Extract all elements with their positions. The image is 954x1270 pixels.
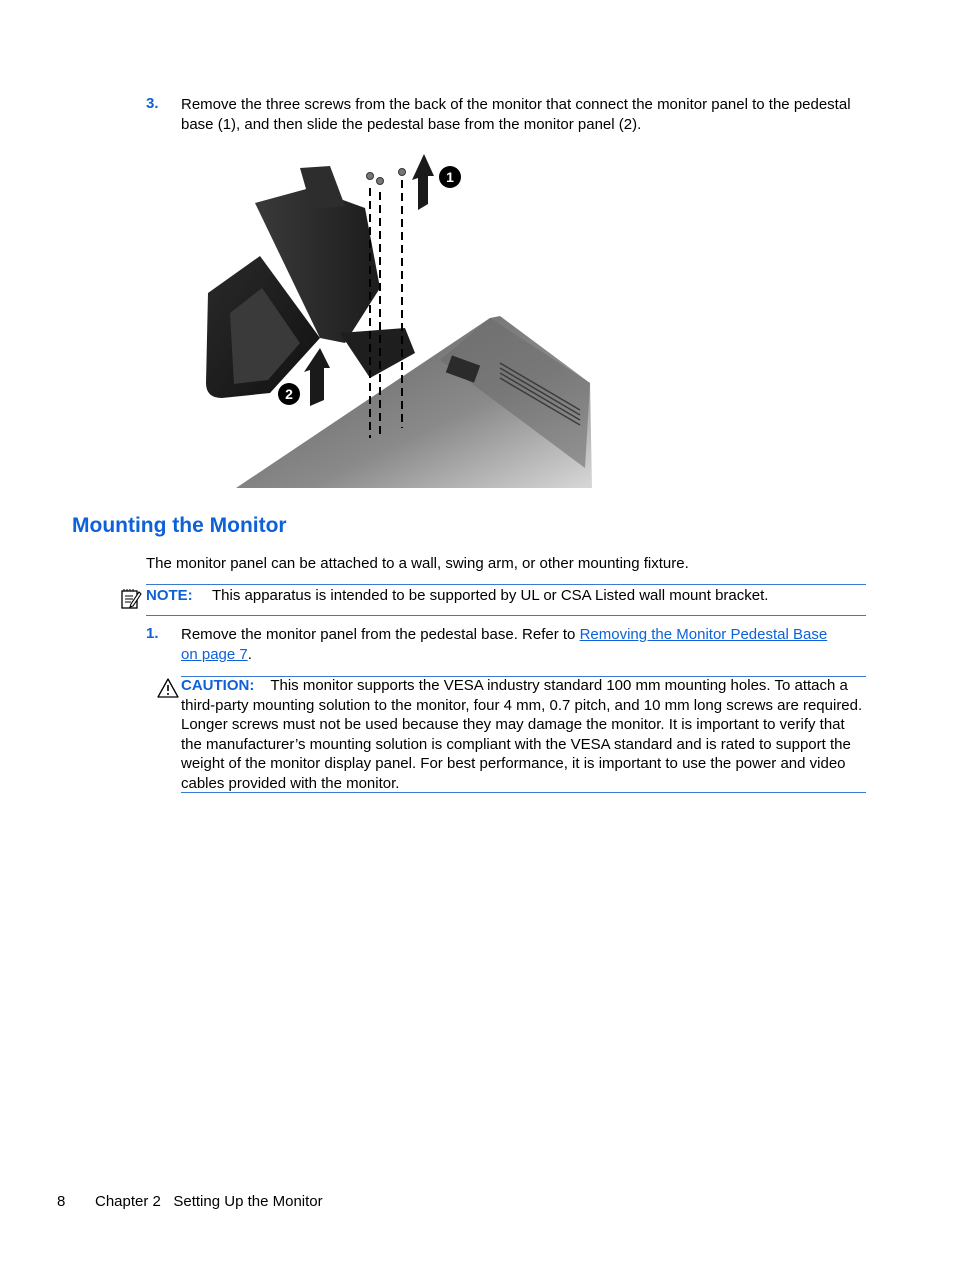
page-number: 8 bbox=[57, 1193, 66, 1210]
chapter-title: Chapter 2 Setting Up the Monitor bbox=[95, 1193, 323, 1210]
warning-triangle-icon bbox=[156, 677, 180, 699]
callout-1: 1 bbox=[446, 169, 454, 185]
pedestal-removal-figure bbox=[200, 148, 595, 493]
caution-text: This monitor supports the VESA industry standard 100 mm mounting holes. To attach a third-party mounting solution to the monitor, four 4 mm, 0.7 pitch, and 10 mm long screws are required. Longer screws must not be used because they may damage the monitor. It is important to verify that the manufacturer’s mounting solution is compliant with the VESA standard and is rated to support the weight of the monitor display panel. For best performance, it is important to use the power and video cables provided with the monitor. bbox=[181, 677, 863, 792]
step-text: Remove the three screws from the back of the monitor that connect the monitor panel to the pedestal base (1), and then slide the pedestal base from the monitor panel (2). bbox=[181, 96, 851, 133]
caution-bottom-rule bbox=[181, 792, 866, 793]
section-intro: The monitor panel can be attached to a wall, swing arm, or other mounting fixture. bbox=[146, 555, 689, 572]
step-text-before: Remove the monitor panel from the pedestal base. Refer to bbox=[181, 626, 580, 643]
step-text bbox=[181, 625, 841, 664]
note-label-text: NOTE: bbox=[146, 587, 193, 604]
callout-2: 2 bbox=[285, 386, 293, 402]
cross-reference-link[interactable]: Removing the Monitor Pedestal Base on page 7 bbox=[181, 626, 828, 663]
note-top-rule bbox=[146, 584, 866, 585]
figure-illustration bbox=[200, 148, 595, 493]
note-bottom-rule bbox=[146, 615, 866, 616]
section-heading: Mounting the Monitor bbox=[72, 514, 287, 537]
caution-label: CAUTION: bbox=[181, 677, 255, 694]
caution-body bbox=[181, 676, 867, 793]
step-number: 1. bbox=[146, 625, 159, 642]
step-number: 3. bbox=[146, 95, 159, 112]
note-label bbox=[146, 586, 193, 606]
step-text-after: . bbox=[247, 645, 252, 663]
note-icon bbox=[119, 587, 143, 611]
note-text: This apparatus is intended to be supported by UL or CSA Listed wall mount bracket. bbox=[212, 587, 769, 604]
